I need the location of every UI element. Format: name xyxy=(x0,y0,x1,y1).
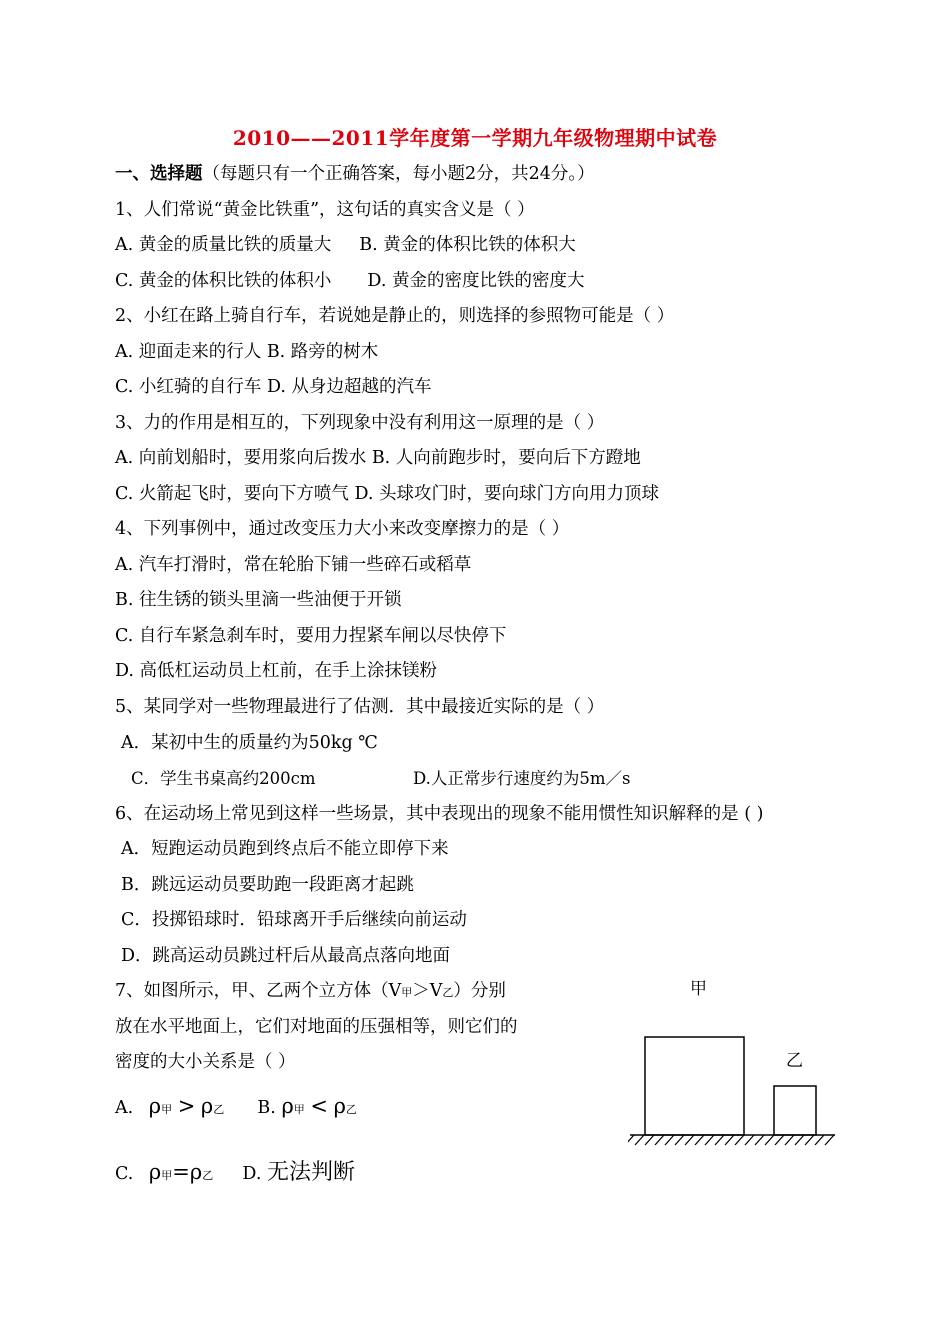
q4-option-b: B. 往生锈的锁头里滴一些油便于开锁 xyxy=(115,590,402,610)
q2-options-ab: A. 迎面走来的行人 B. 路旁的树木 xyxy=(115,342,379,362)
hatch-mark xyxy=(655,1135,664,1145)
hatch-mark xyxy=(645,1135,654,1145)
hatch-mark xyxy=(735,1135,744,1145)
q2-stem: 2、小红在路上骑自行车，若说她是静止的，则选择的参照物可能是（ ） xyxy=(115,306,675,326)
hatch-mark xyxy=(785,1135,794,1145)
q3-options-ab: A. 向前划船时，要用浆向后拨水 B. 人向前跑步时，要向后下方蹬地 xyxy=(115,448,641,468)
q6-option-a: A．短跑运动员跑到终点后不能立即停下来 xyxy=(121,839,449,859)
hatch-mark xyxy=(715,1135,724,1145)
q5-stem: 5、某同学对一些物理最进行了估测．其中最接近实际的是（ ） xyxy=(115,697,605,717)
sub-yi: 乙 xyxy=(345,1103,357,1116)
hatch-mark xyxy=(725,1135,734,1145)
q7-figure xyxy=(628,975,848,1159)
sub-yi: 乙 xyxy=(202,1169,214,1182)
cube-yi xyxy=(774,1086,816,1135)
q7-stem-line3: 密度的大小关系是（ ） xyxy=(115,1052,296,1072)
q3-stem: 3、力的作用是相互的，下列现象中没有利用这一原理的是（ ） xyxy=(115,413,605,433)
q7-option-c-label: C. xyxy=(115,1164,134,1184)
q7-option-a-label: A. xyxy=(115,1098,134,1118)
q7-options-ab xyxy=(115,1094,357,1118)
figure-label-jia: 甲 xyxy=(690,979,707,999)
q7-figure-svg xyxy=(628,975,848,1155)
hatch-mark xyxy=(685,1135,694,1145)
q3-options-cd: C. 火箭起飞时，要向下方喷气 D. 头球攻门时，要向球门方向用力顶球 xyxy=(115,484,659,504)
rho-symbol: ρ xyxy=(148,1160,162,1184)
q1-option-a: A. 黄金的质量比铁的质量大 xyxy=(115,235,332,255)
q4-option-a: A. 汽车打滑时，常在轮胎下铺一些碎石或稻草 xyxy=(115,555,472,575)
equal-symbol: = xyxy=(172,1160,190,1184)
sub-jia: 甲 xyxy=(293,1103,305,1116)
q6-option-d: D．跳高运动员跳过杆后从最高点落向地面 xyxy=(121,946,451,966)
rho-symbol: ρ xyxy=(333,1094,346,1118)
q1-option-b: B. 黄金的体积比铁的体积大 xyxy=(359,235,576,255)
q4-stem: 4、下列事例中，通过改变压力大小来改变摩擦力的是（ ） xyxy=(115,519,570,539)
q1-option-c: C. 黄金的体积比铁的体积小 xyxy=(115,271,332,291)
hatch-mark xyxy=(765,1135,774,1145)
less-symbol: < xyxy=(310,1094,328,1118)
q7-stem-part: 7、如图所示，甲、乙两个立方体（V xyxy=(115,981,402,1001)
hatch-mark xyxy=(825,1135,834,1145)
cube-jia xyxy=(645,1037,744,1135)
q5-option-c: C．学生书桌高约200cm xyxy=(131,769,316,788)
hatch-mark xyxy=(628,1135,634,1145)
q7-sub-jia: 甲 xyxy=(401,986,413,999)
section-heading-label: 一、选择题 xyxy=(115,164,203,184)
rho-symbol: ρ xyxy=(281,1094,294,1118)
hatch-mark xyxy=(695,1135,704,1145)
hatch-mark xyxy=(705,1135,714,1145)
q7-option-b-label: B. xyxy=(257,1098,276,1118)
q7-stem-part: ＞V xyxy=(412,981,443,1001)
hatch-mark xyxy=(795,1135,804,1145)
q7-option-d-label: D. xyxy=(242,1164,262,1184)
q7-options-cd xyxy=(115,1155,355,1186)
rho-symbol: ρ xyxy=(189,1160,203,1184)
q1-stem: 1、人们常说“黄金比铁重”，这句话的真实含义是（ ） xyxy=(115,200,535,220)
hatch-mark xyxy=(745,1135,754,1145)
rho-symbol: ρ xyxy=(200,1094,214,1118)
hatch-mark xyxy=(775,1135,784,1145)
sub-jia: 甲 xyxy=(161,1169,173,1182)
figure-label-yi: 乙 xyxy=(786,1051,803,1071)
q7-option-d-text: 无法判断 xyxy=(266,1160,355,1185)
q1-option-d: D. 黄金的密度比铁的密度大 xyxy=(367,271,585,291)
sub-jia: 甲 xyxy=(161,1103,173,1116)
q6-option-c: C．投掷铅球时．铅球离开手后继续向前运动 xyxy=(121,910,467,930)
q5-option-a: A．某初中生的质量约为50kg ℃ xyxy=(121,733,378,753)
hatch-mark xyxy=(815,1135,824,1145)
q7-stem-line1 xyxy=(115,977,506,1002)
hatch-mark xyxy=(755,1135,764,1145)
section-heading-note: （每题只有一个正确答案，每小题2分，共24分。） xyxy=(202,164,595,184)
hatch-mark xyxy=(665,1135,674,1145)
q5-option-d: D.人正常步行速度约为5m／s xyxy=(413,769,631,788)
greater-symbol: > xyxy=(177,1094,196,1118)
q2-options-cd: C. 小红骑的自行车 D. 从身边超越的汽车 xyxy=(115,377,432,397)
q7-stem-part: ）分别 xyxy=(453,981,506,1001)
exam-title: 2010——2011学年度第一学期九年级物理期中试卷 xyxy=(232,126,718,150)
rho-symbol: ρ xyxy=(148,1094,162,1118)
q4-option-c: C. 自行车紧急刹车时，要用力捏紧车闸以尽快停下 xyxy=(115,626,507,646)
q4-option-d: D. 高低杠运动员上杠前，在手上涂抹镁粉 xyxy=(115,661,438,681)
q6-stem: 6、在运动场上常见到这样一些场景，其中表现出的现象不能用惯性知识解释的是 ( ) xyxy=(115,804,764,824)
sub-yi: 乙 xyxy=(213,1103,225,1116)
q7-sub-yi: 乙 xyxy=(442,986,454,999)
hatch-mark xyxy=(675,1135,684,1145)
hatch-mark xyxy=(805,1135,814,1145)
ground-hatching xyxy=(628,1135,834,1145)
q1-options-ab xyxy=(115,231,576,256)
q1-options-cd xyxy=(115,267,584,292)
hatch-mark xyxy=(635,1135,644,1145)
q7-stem-line2: 放在水平地面上，它们对地面的压强相等，则它们的 xyxy=(115,1017,518,1037)
section-heading xyxy=(115,160,595,185)
q6-option-b: B．跳远运动员要助跑一段距离才起跳 xyxy=(121,875,414,895)
